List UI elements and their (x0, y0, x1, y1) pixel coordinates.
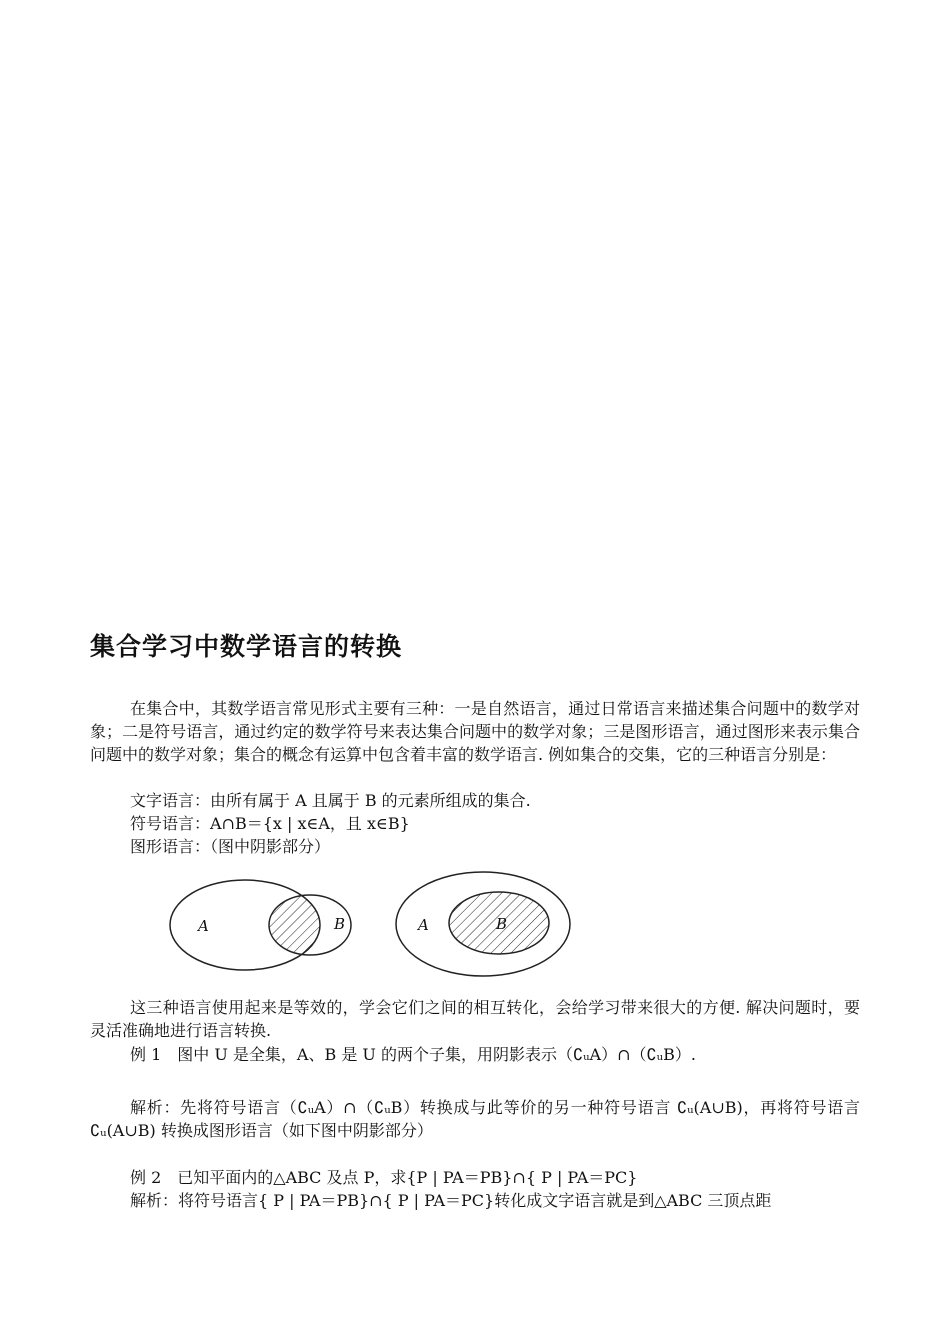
equivalence-paragraph: 这三种语言使用起来是等效的，学会它们之间的相互转化，会给学习带来很大的方便. 解决问题时，要灵活准确地进行语言转换. (90, 998, 860, 1040)
venn-right-label-b: B (496, 915, 508, 933)
analysis-2: 解析：将符号语言{ P | PA＝PB}∩{ P | PA＝PC}转化成文字语言就是到△ABC 三顶点距 (130, 1191, 772, 1210)
venn-right (396, 872, 570, 976)
venn-diagrams (160, 868, 580, 998)
example-2: 例 2 已知平面内的△ABC 及点 P，求{P | PA＝PB}∩{ P | PA＝PC} (130, 1168, 638, 1187)
graph-language-line: 图形语言：（图中阴影部分） (130, 837, 331, 856)
venn-left-label-b: B (334, 915, 346, 933)
venn-right-label-a: A (418, 916, 429, 934)
venn-left-label-a: A (198, 917, 209, 935)
symbol-language-line: 符号语言：A∩B＝{x | x∈A，且 x∈B} (130, 814, 410, 833)
intro-paragraph: 在集合中，其数学语言常见形式主要有三种：一是自然语言，通过日常语言来描述集合问题中的数学对象；二是符号语言，通过约定的数学符号来表达集合问题中的数学对象；三是图形语言，通过图形来表示集合问题中的数学对象；集合的概念有运算中包含着丰富的数学语言. 例如集合的交集，它的三种语言分别是： (90, 699, 860, 764)
venn-left (170, 880, 351, 970)
analysis-1: 解析：先将符号语言（∁ᵤA）∩（∁ᵤB）转换成与此等价的另一种符号语言 ∁ᵤ(A∪B)，再将符号语言 ∁ᵤ(A∪B) 转换成图形语言（如下图中阴影部分） (90, 1098, 860, 1140)
document-title: 集合学习中数学语言的转换 (90, 632, 403, 661)
text-language-line: 文字语言：由所有属于 A 且属于 B 的元素所组成的集合. (130, 791, 531, 810)
example-1: 例 1 图中 U 是全集，A、B 是 U 的两个子集，用阴影表示（∁ᵤA）∩（∁ᵤB）. (130, 1045, 696, 1064)
